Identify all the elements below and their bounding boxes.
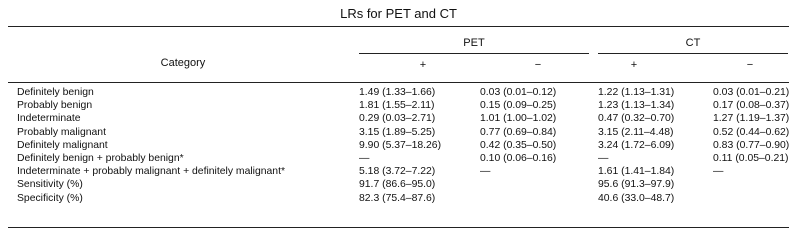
table-row — [0, 86, 797, 99]
pet-minus-cell: 0.77 (0.69–0.84) — [480, 126, 557, 138]
category-cell: Specificity (%) — [17, 192, 83, 204]
pet-plus-cell: 91.7 (86.6–95.0) — [359, 179, 436, 191]
category-cell: Sensitivity (%) — [17, 179, 83, 191]
ct-minus-cell: 0.03 (0.01–0.21) — [713, 87, 790, 98]
category-cell: Probably benign — [17, 100, 93, 112]
table-row — [0, 99, 797, 112]
table-row — [0, 126, 797, 139]
ct-plus-cell: — — [598, 152, 609, 164]
ct-minus-cell: 1.27 (1.19–1.37) — [713, 113, 790, 125]
group-rule-ct — [598, 53, 788, 54]
group-rule-pet — [359, 53, 589, 54]
ct-minus-cell: — — [713, 166, 724, 178]
ct-plus-cell: 3.24 (1.72–6.09) — [598, 139, 675, 151]
pet-plus-cell: 9.90 (5.37–18.26) — [359, 139, 442, 151]
pet-minus-cell: 0.42 (0.35–0.50) — [480, 139, 557, 151]
ct-plus-cell: 1.61 (1.41–1.84) — [598, 166, 675, 178]
table-body — [0, 86, 797, 205]
table-row — [0, 165, 797, 178]
bottom-rule — [8, 227, 789, 228]
pet-minus-cell: 0.15 (0.09–0.25) — [480, 100, 557, 112]
pet-plus-cell: 1.49 (1.33–1.66) — [359, 87, 436, 98]
table-title: LRs for PET and CT — [340, 6, 457, 21]
ct-plus-cell: 40.6 (33.0–48.7) — [598, 192, 675, 204]
top-rule — [8, 26, 789, 27]
ct-plus-header: + — [630, 59, 638, 71]
pet-plus-cell: 82.3 (75.4–87.6) — [359, 192, 436, 204]
ct-minus-cell: 0.17 (0.08–0.37) — [713, 100, 790, 112]
ct-plus-cell: 1.22 (1.13–1.31) — [598, 87, 675, 98]
table-row — [0, 152, 797, 165]
pet-plus-cell: 3.15 (1.89–5.25) — [359, 126, 436, 138]
ct-minus-header: − — [746, 59, 754, 71]
group-header-ct: CT — [685, 37, 701, 49]
pet-plus-cell: 0.29 (0.03–2.71) — [359, 113, 436, 125]
pet-minus-cell: 0.03 (0.01–0.12) — [480, 87, 557, 98]
ct-minus-cell: 0.11 (0.05–0.21) — [713, 152, 789, 164]
table-row — [0, 192, 797, 205]
group-header-pet: PET — [463, 37, 485, 49]
pet-plus-header: + — [419, 59, 427, 71]
ct-plus-cell: 3.15 (2.11–4.48) — [598, 126, 674, 138]
table-row — [0, 139, 797, 152]
category-cell: Probably malignant — [17, 126, 106, 138]
pet-minus-header: − — [534, 59, 542, 71]
ct-plus-cell: 0.47 (0.32–0.70) — [598, 113, 675, 125]
category-cell: Indeterminate + probably malignant + definitely malignant* — [17, 166, 286, 178]
pet-plus-cell: — — [359, 152, 370, 164]
ct-plus-cell: 1.23 (1.13–1.34) — [598, 100, 675, 112]
category-cell: Definitely benign — [17, 87, 94, 98]
category-cell: Definitely benign + probably benign* — [17, 152, 184, 164]
ct-minus-cell: 0.83 (0.77–0.90) — [713, 139, 790, 151]
category-header: Category — [160, 57, 206, 69]
pet-plus-cell: 5.18 (3.72–7.22) — [359, 166, 436, 178]
table-row — [0, 178, 797, 191]
pet-minus-cell: — — [480, 166, 491, 178]
category-cell: Definitely malignant — [17, 139, 108, 151]
header-rule — [8, 82, 789, 83]
category-cell: Indeterminate — [17, 113, 81, 125]
pet-minus-cell: 0.10 (0.06–0.16) — [480, 152, 557, 164]
pet-plus-cell: 1.81 (1.55–2.11) — [359, 100, 435, 112]
table-row — [0, 112, 797, 125]
ct-plus-cell: 95.6 (91.3–97.9) — [598, 179, 675, 191]
pet-minus-cell: 1.01 (1.00–1.02) — [480, 113, 557, 125]
ct-minus-cell: 0.52 (0.44–0.62) — [713, 126, 790, 138]
